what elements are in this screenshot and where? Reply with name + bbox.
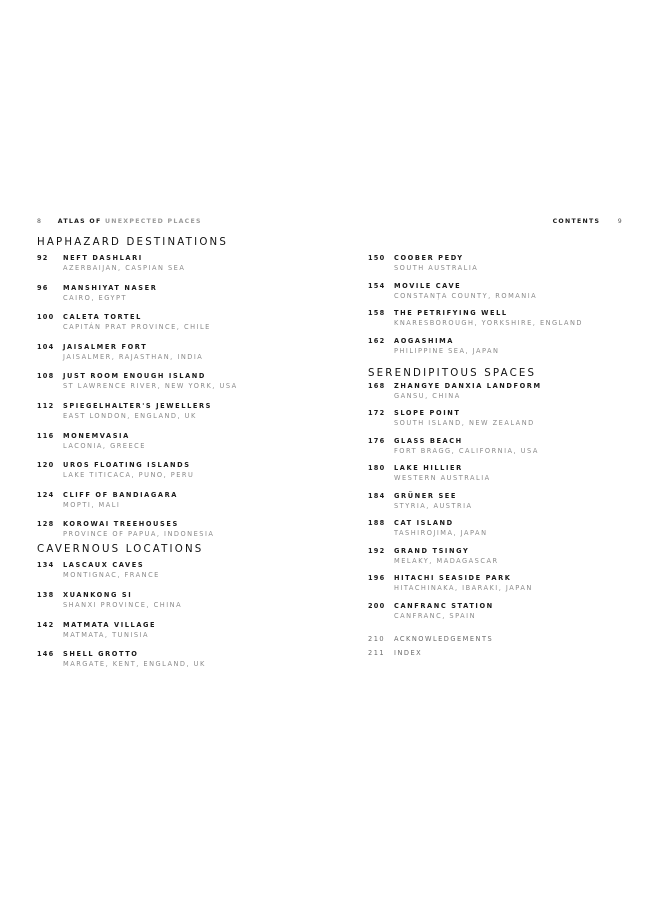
entry-title: JUST ROOM ENOUGH ISLAND [63,372,207,381]
entry-title: CANFRANC STATION [394,601,494,610]
entry-location: SOUTH ISLAND, NEW ZEALAND [394,419,535,427]
entry-page: 210 [368,635,386,643]
section-title-cavernous: CAVERNOUS LOCATIONS [37,544,204,556]
entry-page: 154 [368,281,386,290]
toc-entry[interactable] [37,431,327,461]
entry-title: SLOPE POINT [394,409,461,417]
toc-entry[interactable] [368,381,638,409]
entry-location: CAIRO, EGYPT [63,293,128,302]
entry-location: FORT BRAGG, CALIFORNIA, USA [394,446,539,455]
entry-title: MANSHIYAT NASER [63,283,158,292]
toc-entry[interactable] [368,546,638,574]
back-matter-acknowledgements[interactable] [368,634,638,648]
entry-location: CONSTANȚA COUNTY, ROMANIA [394,291,538,300]
entry-page: 120 [37,461,55,470]
toc-entry[interactable] [368,463,638,491]
entry-page: 100 [37,313,55,322]
toc-entry[interactable] [37,371,327,401]
entry-title: JAISALMER FORT [63,342,148,351]
entry-location: CANFRANC, SPAIN [394,611,477,620]
entry-location: MARGATE, KENT, ENGLAND, UK [63,660,206,669]
entry-page: 168 [368,381,386,390]
entry-location: MELAKY, MADAGASCAR [394,556,499,565]
entry-title: THE PETRIFYING WELL [394,309,508,317]
entry-page: 134 [37,561,55,570]
entry-location: TASHIROJIMA, JAPAN [394,529,488,537]
entry-location: AZERBAIJAN, CASPIAN SEA [63,264,186,272]
entry-page: 124 [37,490,55,499]
running-head-right [553,218,623,225]
entry-location: STYRIA, AUSTRIA [394,501,473,510]
contents-label: CONTENTS [552,218,601,225]
entry-title: CLIFF OF BANDIAGARA [63,490,178,499]
toc-entry[interactable] [368,281,638,309]
entry-page: 176 [368,436,386,445]
entry-title: CAT ISLAND [394,519,454,527]
section-title-haphazard: HAPHAZARD DESTINATIONS [37,237,229,248]
entry-location: HITACHINAKA, IBARAKI, JAPAN [394,584,533,592]
toc-entry[interactable] [368,308,638,336]
entry-page: 142 [37,620,55,629]
toc-entry[interactable] [37,649,327,679]
entry-location: SOUTH AUSTRALIA [394,264,479,272]
entry-title: GLASS BEACH [394,436,463,445]
entry-page: 158 [368,309,386,317]
section-title-serendipitous: SERENDIPITOUS SPACES [368,367,537,379]
entry-location: SHANXI PROVINCE, CHINA [63,600,183,609]
toc-entry[interactable] [37,283,327,313]
toc-entry[interactable] [37,590,327,620]
entry-location: MONTIGNAC, FRANCE [63,571,160,580]
entry-page: 96 [37,283,49,292]
running-head-left [37,218,202,225]
entry-title: SPIEGELHALTER'S JEWELLERS [63,401,212,410]
entry-title: LASCAUX CAVES [63,561,145,570]
back-matter-list [368,634,638,661]
page-number-right: 9 [617,218,623,225]
toc-entry[interactable] [37,401,327,431]
entry-location: MOPTI, MALI [63,500,121,509]
toc-entry[interactable] [368,253,638,281]
entry-title: GRAND TSINGY [394,546,470,555]
entry-location: EAST LONDON, ENGLAND, UK [63,411,197,420]
entry-page: 146 [37,650,55,659]
entry-title: UROS FLOATING ISLANDS [63,461,191,470]
toc-entry[interactable] [37,519,327,543]
entry-title: MONEMVASIA [63,431,130,440]
entry-title: AOGASHIMA [394,336,455,345]
entry-page: 104 [37,342,55,351]
entry-location: JAISALMER, RAJASTHAN, INDIA [63,352,204,361]
entry-page: 184 [368,491,386,500]
entry-page: 162 [368,336,386,345]
book-title-bold: ATLAS OF [57,218,102,225]
entry-page: 150 [368,254,386,262]
entry-title: LAKE HILLIER [394,464,463,472]
entry-page: 172 [368,409,386,417]
toc-entry[interactable] [37,620,327,650]
back-matter-index[interactable] [368,648,638,662]
entry-location: KNARESBOROUGH, YORKSHIRE, ENGLAND [394,319,583,327]
toc-entry[interactable] [368,436,638,464]
entry-title: MATMATA VILLAGE [63,620,157,629]
toc-entry[interactable] [368,336,638,363]
toc-entry[interactable] [37,253,327,283]
entry-title: CALETA TORTEL [63,313,142,322]
entry-label: ACKNOWLEDGEMENTS [394,635,494,643]
toc-entry[interactable] [368,491,638,519]
entry-page: 188 [368,519,386,527]
toc-entry[interactable] [37,312,327,342]
entry-title: NEFT DASHLARI [63,254,143,262]
entry-location: CAPITÁN PRAT PROVINCE, CHILE [63,323,211,332]
contents-column-left [37,236,327,679]
entry-location: WESTERN AUSTRALIA [394,474,491,482]
entry-location: GANSU, CHINA [394,391,461,400]
entry-page: 180 [368,464,386,472]
entry-title: KOROWAI TREEHOUSES [63,520,179,529]
toc-entry[interactable] [368,573,638,601]
entry-page: 116 [37,431,55,440]
entry-page: 92 [37,254,49,262]
entry-title: GRÜNER SEE [394,491,457,500]
entry-location: PHILIPPINE SEA, JAPAN [394,346,500,355]
entry-location: PROVINCE OF PAPUA, INDONESIA [63,530,215,539]
contents-column-right [368,253,638,661]
entry-page: 138 [37,590,55,599]
entry-title: ZHANGYE DANXIA LANDFORM [394,381,542,390]
entry-label: INDEX [394,648,423,657]
entry-location: ST LAWRENCE RIVER, NEW YORK, USA [63,382,238,391]
toc-entry[interactable] [37,560,327,590]
entry-page: 192 [368,546,386,555]
entry-title: COOBER PEDY [394,254,464,262]
entry-page: 196 [368,574,386,582]
toc-entry[interactable] [368,518,638,546]
entry-location: MATMATA, TUNISIA [63,630,149,639]
toc-entry[interactable] [37,460,327,490]
entry-page: 128 [37,520,55,529]
toc-entry[interactable] [368,408,638,436]
entry-title: MOVILE CAVE [394,281,462,290]
entry-title: SHELL GROTTO [63,650,139,659]
entry-location: LAKE TITICACA, PUNO, PERU [63,471,195,480]
entry-page: 112 [37,401,55,410]
toc-entry[interactable] [37,490,327,520]
entry-title: HITACHI SEASIDE PARK [394,574,512,582]
entry-title: XUANKONG SI [63,590,133,599]
entry-location: LACONIA, GREECE [63,441,146,450]
entry-page: 211 [368,648,386,657]
book-title-muted: UNEXPECTED PLACES [104,218,202,225]
entry-page: 108 [37,372,55,381]
entry-page: 200 [368,601,386,610]
toc-entry[interactable] [37,342,327,372]
page-number-left: 8 [37,218,43,225]
toc-entry[interactable] [368,601,638,629]
